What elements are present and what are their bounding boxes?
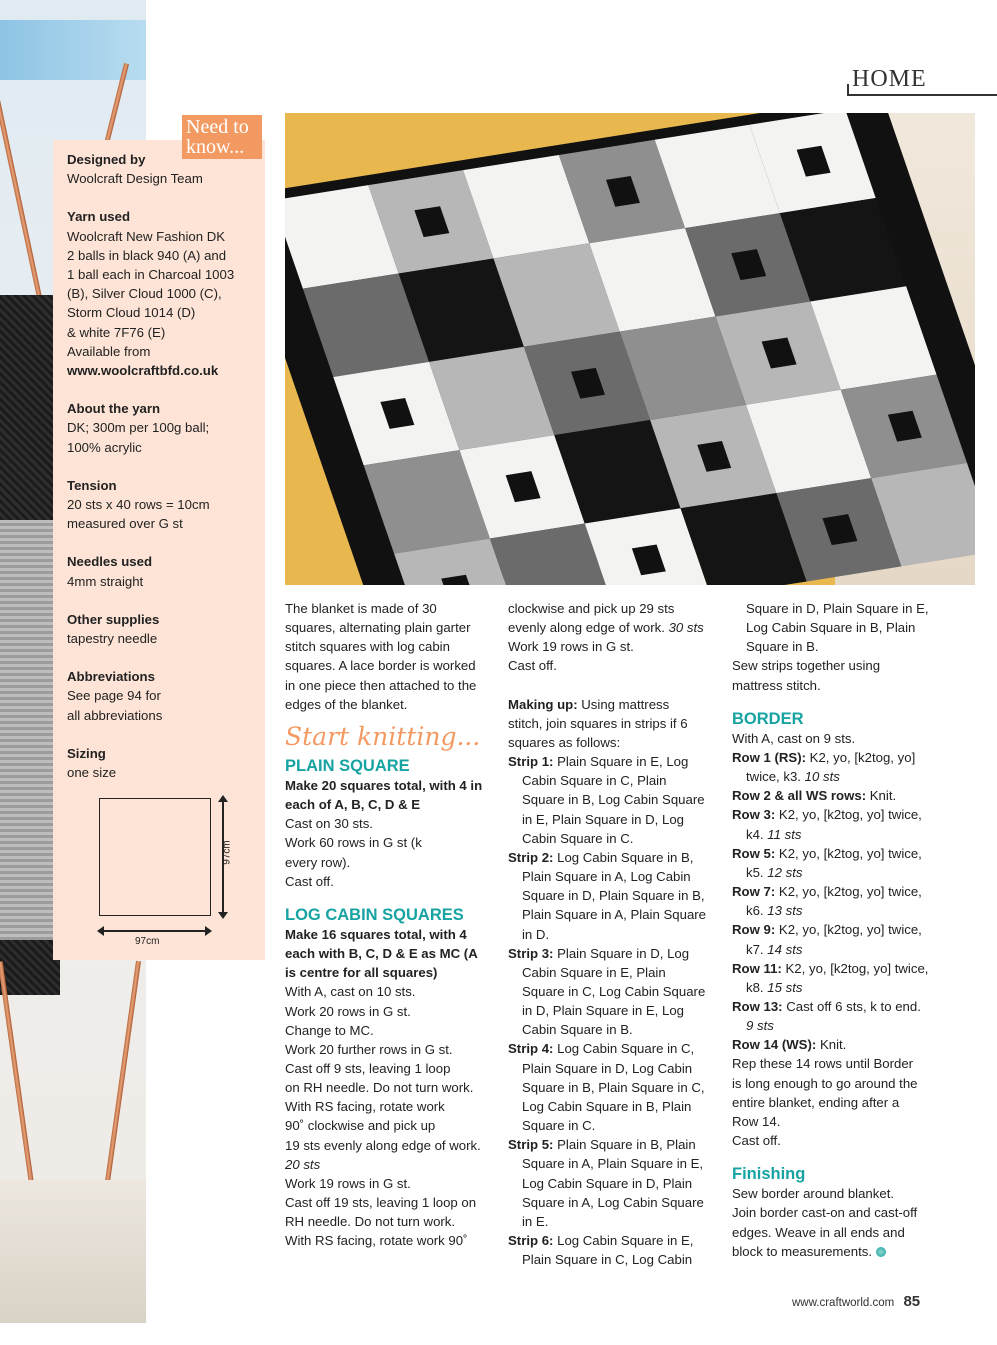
arrow-right-icon (205, 926, 212, 936)
arrow-up-icon (218, 795, 228, 802)
strip-label: Strip 6: (508, 1233, 554, 1248)
intro-line: edges of the blanket. (285, 696, 408, 712)
intro-line: squares, alternating plain garter (285, 620, 471, 636)
needles-label: Needles used (67, 554, 153, 570)
arrow-down-icon (218, 912, 228, 919)
log-line: 19 sts evenly along edge of work. (285, 1137, 481, 1153)
stitch-count: 11 sts (767, 826, 802, 842)
yarn-ball-icon (876, 1247, 886, 1257)
log-line: Work 20 rows in G st. (285, 1003, 411, 1019)
stitch-count: 13 sts (767, 903, 803, 919)
stitch-count: 14 sts (767, 941, 803, 957)
supplies-value: tapestry needle (67, 631, 158, 647)
row-text: k5. (746, 864, 764, 880)
log-line: With RS facing, rotate work 90˚ (285, 1233, 468, 1249)
intro-line: squares. A lace border is worked (285, 658, 476, 674)
strip-line: Square in B. (746, 639, 819, 655)
strip-line: Square in C. (522, 1118, 596, 1134)
stitch-count: 15 sts (767, 979, 803, 995)
row-text: K2, yo, [k2tog, yo] twice, (778, 884, 922, 900)
yarn-url-link[interactable]: www.woolcraftbfd.co.uk (67, 363, 219, 379)
about-yarn-label: About the yarn (67, 401, 161, 417)
abbreviations-line: all abbreviations (67, 707, 163, 723)
tension-line: measured over G st (67, 516, 183, 532)
lamp-leg (104, 961, 141, 1189)
blanket-photo (285, 113, 975, 585)
finishing-line: Join border cast-on and cast-off (732, 1205, 918, 1221)
log-line: on RH needle. Do not turn work. (285, 1080, 474, 1096)
strip-label: Strip 5: (508, 1137, 554, 1153)
making-up-line: stitch, join squares in strips if 6 (508, 715, 688, 731)
row-label: Row 5: (732, 845, 776, 861)
designed-by-value: Woolcraft Design Team (67, 171, 203, 187)
strip-text: Plain Square in E, Log (557, 754, 689, 770)
stitch-count: 9 sts (746, 1018, 774, 1034)
making-up-line: squares as follows: (508, 734, 621, 750)
floor (0, 1180, 146, 1323)
strip-line: Cabin Square in E, Plain (522, 964, 666, 980)
strip-line: Log Cabin Square in B, Plain (522, 1098, 692, 1114)
about-line: 100% acrylic (67, 439, 142, 455)
sizing-label: Sizing (67, 745, 106, 761)
strip-line: Log Cabin Square in B, Plain (746, 620, 916, 636)
row-text: K2, yo, [k2tog, yo] twice, (778, 845, 922, 861)
row-label: Row 2 & all WS rows: (732, 788, 867, 804)
plain-line: Cast off. (285, 873, 334, 889)
finishing-line: Sew border around blanket. (732, 1186, 895, 1202)
header-tick (847, 84, 849, 96)
page-footer (792, 1293, 920, 1310)
repeat-line: is long enough to go around the (732, 1075, 918, 1091)
sizing-diagram (97, 795, 233, 947)
log-line: Work 19 rows in G st. (285, 1175, 411, 1191)
border-heading: BORDER (732, 709, 804, 728)
strip-line: Plain Square in C, Log Cabin (522, 1252, 693, 1268)
log-line: 90˚ clockwise and pick up (285, 1118, 436, 1134)
strip-text: Plain Square in B, Plain (557, 1137, 696, 1153)
repeat-line: Cast off. (732, 1133, 781, 1149)
arrow-left-icon (97, 926, 104, 936)
strip-label: Strip 4: (508, 1041, 554, 1057)
blanket-squares (285, 113, 975, 585)
abbreviations-line: See page 94 for (67, 688, 161, 704)
strip-line: Plain Square in A, Log Cabin (522, 869, 691, 885)
yarn-line: 1 ball each in Charcoal 1003 (67, 267, 235, 283)
row-text: K2, yo, [k2tog, yo] twice, (785, 960, 929, 976)
row-text: Cast off 6 sts, k to end. (786, 998, 921, 1014)
repeat-line: Rep these 14 rows until Border (732, 1056, 914, 1072)
log-line: Work 20 further rows in G st. (285, 1041, 453, 1057)
yarn-line: & white 7F76 (E) (67, 324, 166, 340)
strip-line: Square in A, Log Cabin Square (522, 1194, 704, 1210)
finishing-line: block to measurements. (732, 1243, 872, 1259)
footer-url[interactable]: www.craftworld.com (792, 1297, 895, 1309)
yarn-line: (B), Silver Cloud 1000 (C), (67, 286, 222, 302)
strip-3 (508, 944, 720, 1040)
strip-5 (508, 1135, 720, 1231)
strip-text: Log Cabin Square in B, (557, 849, 694, 865)
strip-text: Log Cabin Square in C, (557, 1041, 695, 1057)
yarn-line: Woolcraft New Fashion DK (67, 228, 226, 244)
log-instruction-bold: Make 16 squares total, with 4 (285, 926, 467, 942)
supplies-label: Other supplies (67, 611, 160, 627)
row-text: Knit. (819, 1037, 847, 1053)
width-dimension: 97cm (135, 936, 160, 947)
size-square (99, 798, 211, 916)
strip-line: in E, Plain Square in D, Log (522, 811, 685, 827)
yarn-line: 2 balls in black 940 (A) and (67, 247, 227, 263)
strip-label: Strip 2: (508, 849, 554, 865)
plain-line: Cast on 30 sts. (285, 816, 373, 832)
abbreviations-label: Abbreviations (67, 669, 155, 685)
finishing-heading: Finishing (732, 1165, 806, 1184)
log-line: Cast off 19 sts, leaving 1 loop on (285, 1195, 477, 1211)
start-knitting-heading: Start knitting... (285, 721, 481, 751)
stitch-count: 10 sts (804, 769, 840, 785)
column-3 (732, 599, 944, 1261)
strip-line: Plain Square in A, Plain Square (522, 907, 707, 923)
strip-line: Square in B, Plain Square in C, (522, 1079, 705, 1095)
row-text: twice, k3. (746, 769, 801, 785)
log-instruction-bold: each with B, C, D & E as MC (A (285, 946, 478, 962)
need-to-know-badge: Need to know... (182, 115, 262, 159)
column-1 (285, 599, 497, 1251)
repeat-line: Row 14. (732, 1113, 781, 1129)
log-line: Cast off. (508, 658, 557, 674)
strip-line: in D. (522, 926, 550, 942)
sizing-value: one size (67, 765, 117, 781)
strip-line: Log Cabin Square in D, Plain (522, 1175, 693, 1191)
making-up-label: Making up: (508, 696, 578, 712)
log-line: Change to MC. (285, 1022, 374, 1038)
row-label: Row 9: (732, 922, 776, 938)
strip-1 (508, 752, 720, 848)
log-instruction-bold: is centre for all squares) (285, 965, 438, 981)
section-header (847, 66, 997, 96)
plain-line: Work 60 rows in G st (k (285, 835, 422, 851)
strip-line: Square in D, Plain Square in E, (746, 601, 929, 616)
row-text: K2, yo, [k2tog, yo] (809, 749, 916, 765)
row-text: k4. (746, 826, 764, 842)
column-2 (508, 599, 720, 1269)
log-line: clockwise and pick up 29 sts (508, 601, 675, 616)
repeat-line: entire blanket, ending after a (732, 1094, 900, 1110)
tension-line: 20 sts x 40 rows = 10cm (67, 497, 210, 513)
strip-line: in D, Plain Square in E, Log (522, 1003, 685, 1019)
strip-2 (508, 848, 720, 944)
strip-6 (508, 1231, 720, 1269)
section-title: HOME (852, 66, 927, 92)
row-label: Row 1 (RS): (732, 749, 806, 765)
yarn-line: Storm Cloud 1014 (D) (67, 305, 196, 321)
tension-label: Tension (67, 477, 117, 493)
row-text: k7. (746, 941, 764, 957)
intro-line: The blanket is made of 30 (285, 601, 437, 616)
strip-text: Log Cabin Square in E, (557, 1233, 694, 1248)
about-line: DK; 300m per 100g ball; (67, 420, 210, 436)
draped-blanket-grey (0, 520, 55, 940)
blanket (285, 113, 975, 585)
stitch-count: 30 sts (668, 620, 704, 636)
strip-text: Plain Square in D, Log (557, 945, 690, 961)
strip-line: Square in C, Log Cabin Square (522, 983, 706, 999)
strip-line: Plain Square in D, Log Cabin (522, 1060, 693, 1076)
making-up-text: Using mattress (581, 696, 670, 712)
strip-line: Cabin Square in C, Plain (522, 773, 667, 789)
sew-line: mattress stitch. (732, 677, 821, 693)
strip-line: Square in B, Log Cabin Square (522, 792, 705, 808)
row-label: Row 13: (732, 998, 783, 1014)
strip-line: Cabin Square in C. (522, 830, 634, 846)
plain-line: every row). (285, 854, 351, 870)
yarn-line: Available from (67, 343, 151, 359)
log-line: Work 19 rows in G st. (508, 639, 634, 655)
stitch-count: 20 sts (285, 1156, 321, 1172)
row-text: K2, yo, [k2tog, yo] twice, (778, 807, 922, 823)
need-to-know-box (53, 140, 265, 960)
strip-label: Strip 1: (508, 754, 554, 770)
log-cabin-heading: LOG CABIN SQUARES (285, 905, 464, 924)
strip-4 (508, 1039, 720, 1135)
log-line: With RS facing, rotate work (285, 1099, 445, 1115)
intro-line: stitch squares with log cabin (285, 639, 450, 655)
plain-square-heading: PLAIN SQUARE (285, 756, 410, 775)
row-text: k6. (746, 903, 764, 919)
row-label: Row 14 (WS): (732, 1037, 817, 1053)
finishing-line: edges. Weave in all ends and (732, 1224, 905, 1240)
log-line: Cast off 9 sts, leaving 1 loop (285, 1060, 451, 1076)
row-text: k8. (746, 979, 764, 995)
designed-by-label: Designed by (67, 152, 146, 167)
strip-line: Square in A, Plain Square in E, (522, 1156, 704, 1172)
log-line: evenly along edge of work. (508, 620, 665, 636)
needles-value: 4mm straight (67, 573, 144, 589)
page-number: 85 (903, 1293, 921, 1310)
row-text: K2, yo, [k2tog, yo] twice, (778, 922, 922, 938)
height-dimension: 97cm (221, 840, 233, 865)
log-line: With A, cast on 10 sts. (285, 984, 416, 1000)
row-label: Row 7: (732, 884, 776, 900)
plain-instruction-bold: each of A, B, C, D & E (285, 797, 421, 813)
yarn-label: Yarn used (67, 209, 131, 225)
strip-line: in E. (522, 1213, 549, 1229)
sew-line: Sew strips together using (732, 658, 881, 674)
strip-line: Cabin Square in B. (522, 1022, 633, 1038)
intro-line: in one piece then attached to the (285, 677, 477, 693)
lamp-leg (0, 62, 42, 298)
width-arrow-line (100, 930, 210, 932)
border-cast-on: With A, cast on 9 sts. (732, 730, 856, 746)
row-text: Knit. (869, 788, 897, 804)
log-line: RH needle. Do not turn work. (285, 1214, 456, 1230)
plain-instruction-bold: Make 20 squares total, with 4 in (285, 777, 483, 793)
strip-line: Square in D, Plain Square in B, (522, 888, 705, 904)
row-label: Row 11: (732, 960, 782, 976)
row-label: Row 3: (732, 807, 776, 823)
stitch-count: 12 sts (767, 864, 803, 880)
strip-label: Strip 3: (508, 945, 554, 961)
